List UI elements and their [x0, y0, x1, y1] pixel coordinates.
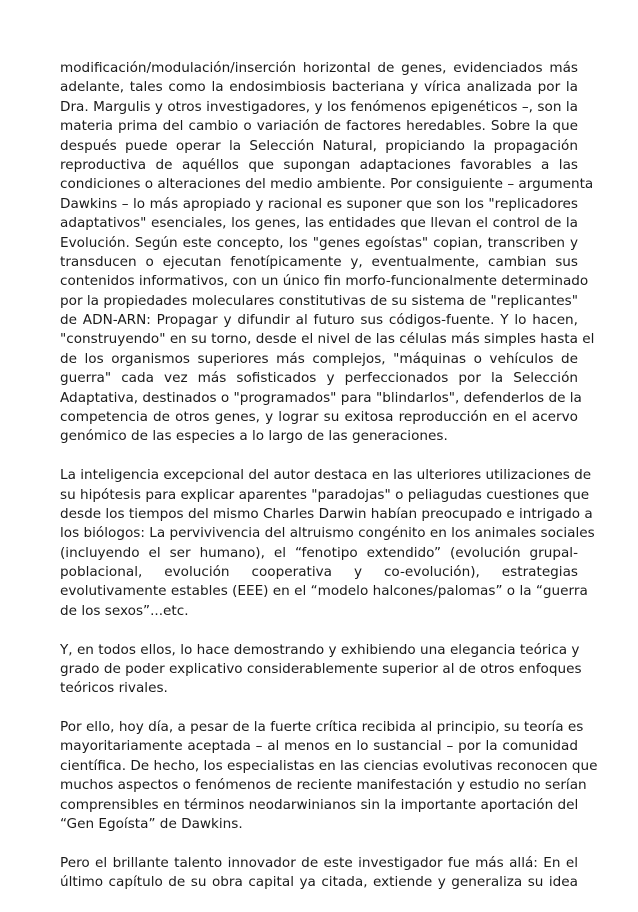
- text-line: último capítulo de su obra capital ya citada, extiende y generaliza su idea: [60, 874, 578, 891]
- text-line: adaptativos" esenciales, los genes, las entidades que llevan el control de la: [60, 215, 578, 232]
- text-line: adelante, tales como la endosimbiosis bacteriana y vírica analizada por la: [60, 79, 578, 96]
- text-line: modificación/modulación/inserción horizontal de genes, evidenciados más: [60, 60, 578, 76]
- text-line: La inteligencia excepcional del autor destaca en las ulteriores utilizaciones de: [60, 467, 592, 484]
- paragraph-3: [60, 641, 582, 699]
- text-line: su hipótesis para explicar aparentes "paradojas" o peliagudas cuestiones que: [60, 486, 590, 503]
- text-line: por la propiedades moleculares constitutivas de su sistema de "replicantes": [60, 292, 578, 309]
- text-line: Por ello, hoy día, a pesar de la fuerte crítica recibida al principio, su teoría es: [60, 719, 584, 735]
- text-line: "construyendo" en su torno, desde el nivel de las células más simples hasta el: [60, 331, 595, 348]
- text-line: transducen o ejecutan fenotípicamente y, eventualmente, cambian sus: [60, 253, 578, 270]
- text-line: materia prima del cambio o variación de factores heredables. Sobre la que: [60, 118, 578, 135]
- text-line: comprensibles en términos neodarwinianos sin la importante aportación del: [60, 796, 579, 813]
- document-page: [60, 59, 598, 912]
- text-line: después puede operar la Selección Natural, propiciando la propagación: [60, 137, 578, 154]
- text-line: evolutivamente estables (EEE) en el “modelo halcones/palomas” o la “guerra: [60, 583, 588, 600]
- text-line: Pero el brillante talento innovador de este investigador fue más allá: En el: [60, 854, 578, 871]
- text-line: genómico de las especies a lo largo de las generaciones.: [60, 428, 448, 445]
- text-line: Dawkins – lo más apropiado y racional es suponer que son los "replicadores: [60, 195, 578, 212]
- text-line: reproductiva de aquéllos que supongan adaptaciones favorables a las: [60, 156, 578, 173]
- text-line: teóricos rivales.: [60, 680, 168, 697]
- text-line: científica. De hecho, los especialistas en las ciencias evolutivas reconocen que: [60, 757, 598, 774]
- text-line: grado de poder explicativo considerablemente superior al de otros enfoques: [60, 660, 582, 677]
- paragraph-2: [60, 466, 595, 621]
- text-line: Adaptativa, destinados o "programados" para "blindarlos", defenderlos de la: [60, 389, 582, 406]
- text-line: mayoritariamente aceptada – al menos en lo sustancial – por la comunidad: [60, 738, 578, 755]
- text-line: condiciones o alteraciones del medio ambiente. Por consiguiente – argumenta: [60, 176, 594, 193]
- text-line: contenidos informativos, con un único fin morfo-funcionalmente determinado: [60, 273, 589, 290]
- text-line: muchos aspectos o fenómenos de reciente manifestación y estudio no serían: [60, 777, 587, 794]
- text-line: competencia de otros genes, y lograr su exitosa reproducción en el acervo: [60, 409, 578, 426]
- text-line: los biólogos: La pervivivencia del altruismo congénito en los animales sociales: [60, 525, 595, 542]
- text-line: “Gen Egoísta” de Dawkins.: [60, 815, 243, 832]
- text-line: (incluyendo el ser humano), el “fenotipo extendido” (evolución grupal-: [60, 544, 578, 561]
- text-line: poblacional, evolución cooperativa y co-evolución), estrategias: [60, 564, 578, 581]
- text-line: desde los tiempos del mismo Charles Darwin habían preocupado e intrigado a: [60, 505, 593, 522]
- paragraph-5: [60, 854, 578, 893]
- text-line: de los organismos superiores más complejos, "máquinas o vehículos de: [60, 350, 578, 367]
- paragraph-1: [60, 59, 595, 447]
- text-line: Y, en todos ellos, lo hace demostrando y exhibiendo una elegancia teórica y: [60, 641, 580, 658]
- text-line: Dra. Margulis y otros investigadores, y los fenómenos epigenéticos –, son la: [60, 98, 578, 115]
- text-line: de ADN-ARN: Propagar y difundir al futuro sus códigos-fuente. Y lo hacen,: [60, 312, 578, 329]
- text-line: de los sexos”...etc.: [60, 602, 189, 619]
- paragraph-4: [60, 718, 598, 834]
- text-line: Evolución. Según este concepto, los "genes egoístas" copian, transcriben y: [60, 234, 578, 251]
- text-line: guerra" cada vez más sofisticados y perfeccionados por la Selección: [60, 370, 578, 387]
